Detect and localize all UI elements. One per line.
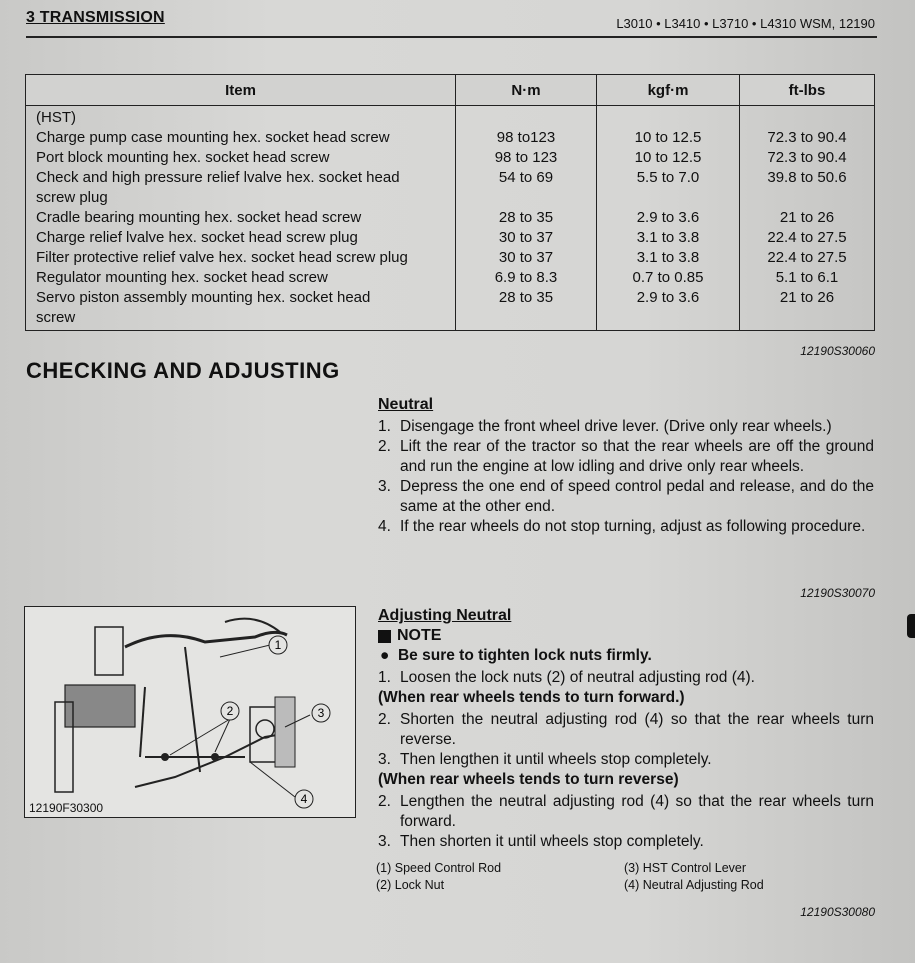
step-number: 4. <box>378 518 391 535</box>
step-number: 3. <box>378 833 391 850</box>
linkage-illustration <box>25 607 355 817</box>
step-number: 3. <box>378 751 391 768</box>
nm-value: 54 to 69 <box>498 169 554 186</box>
item-line: Port block mounting hex. socket head screw <box>36 149 330 166</box>
kgfm-cell <box>597 106 740 331</box>
condition-reverse: (When rear wheels tends to turn reverse) <box>378 771 679 788</box>
step-text: If the rear wheels do not stop turning, adjust as following procedure. <box>400 518 866 535</box>
item-line: Filter protective relief valve hex. socket head screw plug <box>36 249 408 266</box>
step-text: Then lengthen it until wheels stop completely. <box>400 751 712 768</box>
adjust-step <box>378 832 874 852</box>
binder-tab <box>907 614 915 638</box>
nm-value: 28 to 35 <box>498 209 554 226</box>
step-number: 2. <box>378 711 391 728</box>
neutral-code: 12190S30070 <box>800 586 875 600</box>
adjust-step-1 <box>378 668 874 688</box>
ftlbs-value <box>740 188 874 208</box>
ftlbs-value: 72.3 to 90.4 <box>767 149 847 166</box>
torque-table <box>25 74 875 331</box>
kgfm-value: 2.9 to 3.6 <box>636 209 700 226</box>
ftlbs-value: 22.4 to 27.5 <box>767 249 847 266</box>
item-line: Check and high pressure relief lvalve hex. socket head <box>36 169 400 186</box>
neutral-step <box>378 417 874 437</box>
ftlbs-cell <box>740 106 875 331</box>
ftlbs-value: 5.1 to 6.1 <box>775 269 839 286</box>
step-text: Lift the rear of the tractor so that the rear wheels are off the ground and run the engine at low idling and drive only rear wheels. <box>400 438 874 475</box>
step-number: 2. <box>378 438 391 455</box>
step-text: Shorten the neutral adjusting rod (4) so that the rear wheels turn reverse. <box>400 711 874 748</box>
adjust-step <box>378 668 874 688</box>
step-text: Then shorten it until wheels stop completely. <box>400 833 704 850</box>
neutral-step <box>378 517 874 537</box>
ftlbs-value: 22.4 to 27.5 <box>767 229 847 246</box>
item-line: Charge pump case mounting hex. socket head screw <box>36 129 390 146</box>
kgfm-value: 3.1 to 3.8 <box>636 229 700 246</box>
condition-forward: (When rear wheels tends to turn forward.) <box>378 689 685 706</box>
legend-item: (3) HST Control Lever <box>624 861 747 875</box>
kgfm-value <box>597 188 739 208</box>
step-number: 1. <box>378 669 391 686</box>
nm-cell <box>456 106 597 331</box>
step-text: Lengthen the neutral adjusting rod (4) so that the rear wheels turn forward. <box>400 793 874 830</box>
linkage-figure <box>24 606 356 818</box>
nm-value: 6.9 to 8.3 <box>494 269 558 286</box>
note-heading <box>378 626 874 646</box>
item-line: screw <box>36 309 76 326</box>
header-rule <box>26 36 877 38</box>
step-text: Loosen the lock nuts (2) of neutral adjusting rod (4). <box>400 669 755 686</box>
legend-item: (2) Lock Nut <box>376 878 445 892</box>
kgfm-value: 10 to 12.5 <box>634 129 702 146</box>
note-label: NOTE <box>397 627 442 644</box>
col-header-nm: N·m <box>456 75 597 106</box>
step-text: Disengage the front wheel drive lever. (Drive only rear wheels.) <box>400 418 832 435</box>
legend-item: (1) Speed Control Rod <box>376 861 502 875</box>
nm-value: 28 to 35 <box>498 289 554 306</box>
col-header-kgfm: kgf·m <box>597 75 740 106</box>
col-header-ftlbs: ft-lbs <box>740 75 875 106</box>
model-header: L3010 • L3410 • L3710 • L4310 WSM, 12190 <box>616 16 875 31</box>
item-line: Charge relief lvalve hex. socket head screw plug <box>36 229 358 246</box>
item-line: Regulator mounting hex. socket head screw <box>36 269 328 286</box>
kgfm-value: 0.7 to 0.85 <box>632 269 704 286</box>
note-bullet: ● Be sure to tighten lock nuts firmly. <box>380 647 652 664</box>
neutral-step <box>378 477 874 517</box>
adjusting-code: 12190S30080 <box>800 905 875 919</box>
neutral-step <box>378 437 874 477</box>
step-number: 2. <box>378 793 391 810</box>
item-cell <box>26 106 456 331</box>
adjusting-section <box>378 606 874 852</box>
forward-steps <box>378 710 874 770</box>
nm-value <box>456 188 596 208</box>
table-code: 12190S30060 <box>800 344 875 358</box>
nm-value: 30 to 37 <box>498 249 554 266</box>
kgfm-value: 3.1 to 3.8 <box>636 249 700 266</box>
figure-legend <box>376 860 796 894</box>
ftlbs-value: 72.3 to 90.4 <box>767 129 847 146</box>
ftlbs-value: 21 to 26 <box>779 289 835 306</box>
note-text: Be sure to tighten lock nuts firmly. <box>397 647 652 664</box>
item-line: screw plug <box>36 189 108 206</box>
section-header: 3 TRANSMISSION <box>26 9 165 26</box>
adjust-step <box>378 710 874 750</box>
item-line: Cradle bearing mounting hex. socket head screw <box>36 209 362 226</box>
neutral-steps <box>378 417 874 537</box>
neutral-title: Neutral <box>378 396 434 413</box>
adjust-step <box>378 750 874 770</box>
figure-id: 12190F30300 <box>29 801 104 815</box>
neutral-section <box>378 395 874 537</box>
step-number: 3. <box>378 478 391 495</box>
step-number: 1. <box>378 418 391 435</box>
item-line: Servo piston assembly mounting hex. socket head <box>36 289 371 306</box>
nm-value: 30 to 37 <box>498 229 554 246</box>
note-square-icon <box>378 630 391 643</box>
callout-4: 4 <box>300 792 308 806</box>
callout-2: 2 <box>226 704 234 718</box>
legend-item: (4) Neutral Adjusting Rod <box>624 878 764 892</box>
nm-value: 98 to 123 <box>494 149 558 166</box>
section-title: CHECKING AND ADJUSTING <box>26 358 340 383</box>
ftlbs-value: 21 to 26 <box>779 209 835 226</box>
kgfm-value: 5.5 to 7.0 <box>636 169 700 186</box>
col-header-item: Item <box>26 75 456 106</box>
adjust-step <box>378 792 874 832</box>
adjusting-title: Adjusting Neutral <box>378 607 512 624</box>
item-line: (HST) <box>36 109 76 126</box>
callout-3: 3 <box>317 706 325 720</box>
step-text: Depress the one end of speed control pedal and release, and do the same at the other end. <box>400 478 874 515</box>
nm-value: 98 to123 <box>496 129 556 146</box>
kgfm-value: 2.9 to 3.6 <box>636 289 700 306</box>
reverse-steps <box>378 792 874 852</box>
ftlbs-value: 39.8 to 50.6 <box>767 169 847 186</box>
callout-1: 1 <box>274 638 282 652</box>
kgfm-value: 10 to 12.5 <box>634 149 702 166</box>
